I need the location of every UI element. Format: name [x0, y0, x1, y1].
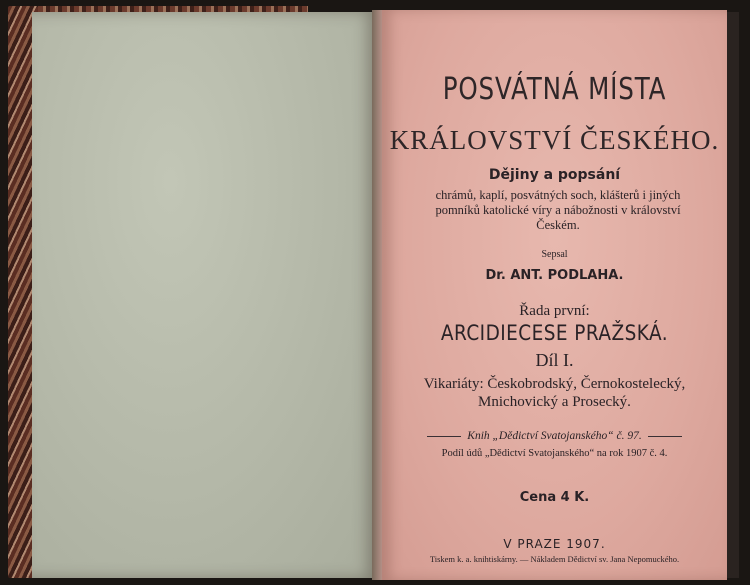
series-label: Řada první:: [519, 303, 590, 319]
description-line: chrámů, kaplí, posvátných soch, klášterů i jiných: [435, 188, 681, 202]
description-line: Českém.: [536, 218, 580, 232]
printer-note: Tiskem k. a. knihtiskárny. — Nákladem Dědictví sv. Jana Nepomuckého.: [429, 554, 680, 564]
share-note: Podíl údů „Dědictví Svatojanského“ na rok 1907 č. 4.: [441, 448, 668, 459]
title-line-2: KRÁLOVSTVÍ ČESKÉHO.: [389, 125, 720, 155]
place-year: V PRAZE 1907.: [503, 537, 606, 551]
rule-left: [427, 436, 461, 437]
author-name: Dr. ANT. PODLAHA.: [485, 268, 624, 283]
subtitle: Dějiny a popsání: [488, 167, 621, 183]
written-by-label: Sepsal: [541, 249, 568, 260]
vicariates-line: Mnichovický a Prosecký.: [478, 394, 631, 410]
book-number: [382, 430, 727, 442]
diocese-title: ARCIDIECESE PRAŽSKÁ.: [440, 321, 669, 345]
title-page: [382, 10, 727, 580]
rule-right: [648, 436, 682, 437]
part-label: Díl I.: [535, 350, 574, 370]
book-number-text: Knih „Dědictví Svatojanského“ č. 97.: [467, 430, 642, 442]
left-page-blank: [32, 12, 377, 578]
title-line-1: POSVÁTNÁ MÍSTA: [442, 72, 667, 107]
description-line: pomníků katolické víry a nábožnosti v království: [435, 203, 681, 217]
vicariates-line: Vikariáty: Českobrodský, Černokostelecký,: [423, 376, 686, 392]
price: Cena 4 K.: [519, 490, 590, 505]
right-cover-edge: [727, 12, 739, 578]
